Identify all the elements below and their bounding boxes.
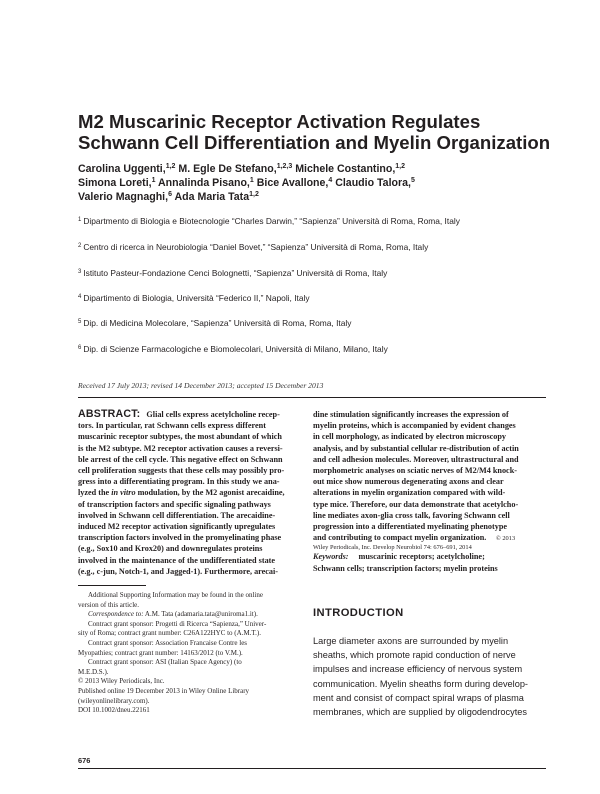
footnote-line: Contract grant sponsor: Association Francaise Contre les (88, 639, 248, 647)
affiliation-number: 3 (78, 269, 82, 275)
author-name: Valerio Magnaghi, (78, 191, 169, 203)
author-name: Annalinda Pisano, (155, 177, 250, 189)
affiliation-number: 5 (78, 319, 82, 325)
author-name: Claudio Talora, (332, 177, 411, 189)
affiliation (78, 344, 388, 355)
divider (78, 397, 546, 398)
footnote-line: version of this article. (78, 600, 140, 609)
footnote-line: (wileyonlinelibrary.com). (78, 696, 150, 705)
intro-line: impulses and increase efficiency of nervous system (313, 664, 523, 675)
abstract-line: induced M2 receptor activation significantly upregulates (78, 522, 276, 532)
italic-term: in vitro (111, 488, 136, 498)
correspondence-label: Correspondence to: (88, 610, 144, 619)
abstract-lines (78, 420, 313, 577)
abstract-line: involved in the maintenance of the undifferentiated state (78, 555, 276, 565)
abstract-line: myelin proteins, which is accompanied by evident changes (313, 421, 516, 431)
abstract-line: cell proliferation suggests that these cells may possibly pro- (78, 466, 285, 476)
author-affiliation-mark: 1,2,3 (276, 163, 293, 170)
affiliation-text: Dip. di Medicina Molecolare, “Sapienza” Università di Roma, Roma, Italy (83, 318, 352, 328)
abstract-line: alterations in myelin organization compared with wild- (313, 488, 506, 498)
abstract-column-right (313, 409, 548, 574)
abstract-line: line mediates axon-glia cross talk, favoring Schwann cell (313, 510, 510, 520)
article-title (78, 111, 558, 153)
intro-line: sheaths, which promote rapid conduction of nerve (313, 650, 516, 661)
title-line: M2 Muscarinic Receptor Activation Regulates (78, 111, 481, 132)
author-line (78, 162, 405, 176)
footnote-line: Additional Supporting Information may be found in the online (88, 591, 263, 599)
keywords-label: Keywords: (313, 552, 349, 562)
intro-line: Large diameter axons are surrounded by myelin (313, 636, 509, 646)
abstract-line: type mice. Therefore, our data demonstrate that acetylcho- (313, 499, 519, 509)
abstract-lines (313, 409, 548, 544)
received-dates: Received 17 July 2013; revised 14 December 2013; accepted 15 December 2013 (78, 381, 324, 390)
author-line (78, 176, 415, 190)
journal-citation: Wiley Periodicals, Inc. Develop Neurobiol 74: 676–691, 2014 (313, 544, 472, 552)
abstract-line: in cell morphology, as indicated by electron microscopy (313, 432, 507, 442)
author-affiliation-mark: 1 (151, 177, 156, 184)
affiliation (78, 293, 310, 304)
abstract-line: involved in Schwann cell differentiation. The arecaidine- (78, 510, 276, 520)
author-line (78, 190, 259, 204)
abstract-line: ble arrest of the cell cycle. This negative effect on Schwann (78, 454, 283, 464)
author-affiliation-mark: 1,2 (395, 163, 406, 170)
abstract-line: dine stimulation significantly increases the expression of (313, 410, 509, 419)
footnote-line: Contract grant sponsor: Progetti di Ricerca “Sapienza,” Univer- (88, 619, 267, 628)
affiliation-text: Dipartimento di Biologia, Università “Federico II,” Napoli, Italy (83, 293, 310, 303)
footnote-line: © 2013 Wiley Periodicals, Inc. (78, 677, 165, 686)
affiliation-number: 2 (78, 243, 82, 249)
affiliation (78, 268, 387, 279)
abstract-first-line: ABSTRACT: Glial cells express acetylcholine recep- (78, 408, 280, 420)
author-affiliation-mark: 4 (328, 177, 333, 184)
affiliation (78, 216, 460, 227)
affiliation-number: 6 (78, 345, 82, 351)
author-name: M. Egle De Stefano, (175, 163, 277, 175)
affiliation-text: Dipartmento di Biologia e Biotecnologie “Charles Darwin,” “Sapienza” Università di Roma, Roma, Italy (83, 216, 460, 226)
author-name: Bice Avallone, (253, 177, 329, 189)
author-name: Carolina Uggenti, (78, 163, 166, 175)
abstract-line: gress into a differentiating program. In this study we ana- (78, 477, 280, 487)
affiliation (78, 318, 351, 329)
footnote-line: Myopathies; contract grant number: 14163/2012 (to V.M.). (78, 648, 243, 657)
abstract-line: (e.g., Sox10 and Krox20) and downregulates proteins (78, 544, 263, 554)
footnote-divider (78, 585, 146, 586)
intro-line: membranes, which are supplied by oligodendrocytes (313, 707, 527, 717)
author-affiliation-mark: 1,2 (249, 191, 259, 198)
affiliation-text: Centro di ricerca in Neurobiologia “Daniel Bovet,” “Sapienza” Università di Roma, Roma, Italy (83, 242, 429, 252)
title-line: Schwann Cell Differentiation and Myelin Organization (78, 132, 551, 153)
abstract-line: transcription factors involved in the promyelinating phase (78, 533, 282, 543)
abstract-line: out mice show numerous degenerating axons and clear (313, 477, 504, 487)
affiliation-number: 4 (78, 294, 82, 300)
author-affiliation-mark: 1,2 (165, 163, 176, 170)
keywords: Keywords: muscarinic receptors; acetylcholine; (313, 552, 485, 562)
copyright-mark: © 2013 (494, 535, 516, 543)
abstract-line: and contributing to compact myelin organization. © 2013 (313, 533, 516, 543)
abstract-line: and cell adhesion molecules. Moreover, ultrastructural and (313, 454, 519, 464)
affiliation (78, 242, 428, 253)
section-heading: INTRODUCTION (313, 607, 404, 619)
affiliation-number: 1 (78, 217, 82, 223)
author-name: Michele Costantino, (292, 163, 396, 175)
abstract-line: morphometric analyses on sciatic nerves of M2/M4 knock- (313, 466, 517, 476)
abstract-line: tors. In particular, rat Schwann cells express different (78, 421, 266, 431)
author-affiliation-mark: 6 (168, 191, 172, 198)
intro-line: communication. Myelin sheaths form during develop- (313, 678, 528, 689)
author-name: Simona Loreti, (78, 177, 152, 189)
author-name: Ada Maria Tata (171, 191, 250, 203)
abstract-line: is the M2 subtype. M2 receptor activation causes a reversi- (78, 443, 283, 453)
affiliation-text: Dip. di Scienze Farmacologiche e Biomolecolari, Università di Milano, Milano, Italy (83, 344, 388, 354)
abstract-line: analysis, and by substantial cellular re-distribution of actin (313, 443, 519, 453)
footnote-line: sity of Roma; contract grant number: C26A122HYC to (A.M.T.). (78, 629, 262, 638)
abstract-column-left (78, 409, 313, 577)
footnote-line: Contract grant sponsor: ASI (Italian Space Agency) (to (88, 658, 242, 667)
abstract-line: lyzed the in vitro modulation, by the M2 agonist arecaidine, (78, 488, 285, 498)
abstract-line: of transcription factors and specific signaling pathways (78, 499, 271, 509)
abstract-line: muscarinic receptor subtypes, the most abundant of which (78, 432, 282, 442)
abstract-line: (e.g., c-jun, Notch-1, and Jagged-1). Furthermore, arecai- (78, 566, 279, 576)
footnote-line: Correspondence to: A.M. Tata (adamaria.tata@uniroma1.it). (88, 610, 258, 619)
keywords-line: Schwann cells; transcription factors; myelin proteins (313, 563, 498, 573)
abstract-line: progression into a differentiated myelinating phenotype (313, 522, 508, 532)
abstract-label: ABSTRACT: (78, 408, 141, 420)
author-affiliation-mark: 5 (410, 177, 415, 184)
affiliation-text: Istituto Pasteur-Fondazione Cenci Bolognetti, “Sapienza” Università di Roma, Italy (83, 268, 388, 278)
footnote-line: Published online 19 December 2013 in Wiley Online Library (78, 687, 250, 695)
page-number: 676 (78, 756, 91, 765)
footnote-line: M.E.D.S.). (78, 667, 109, 676)
author-affiliation-mark: 1 (249, 177, 254, 184)
divider (78, 768, 546, 769)
intro-line: ment and consist of compact spiral wraps of plasma (313, 692, 524, 703)
footnote-line: DOI 10.1002/dneu.22161 (78, 706, 150, 715)
